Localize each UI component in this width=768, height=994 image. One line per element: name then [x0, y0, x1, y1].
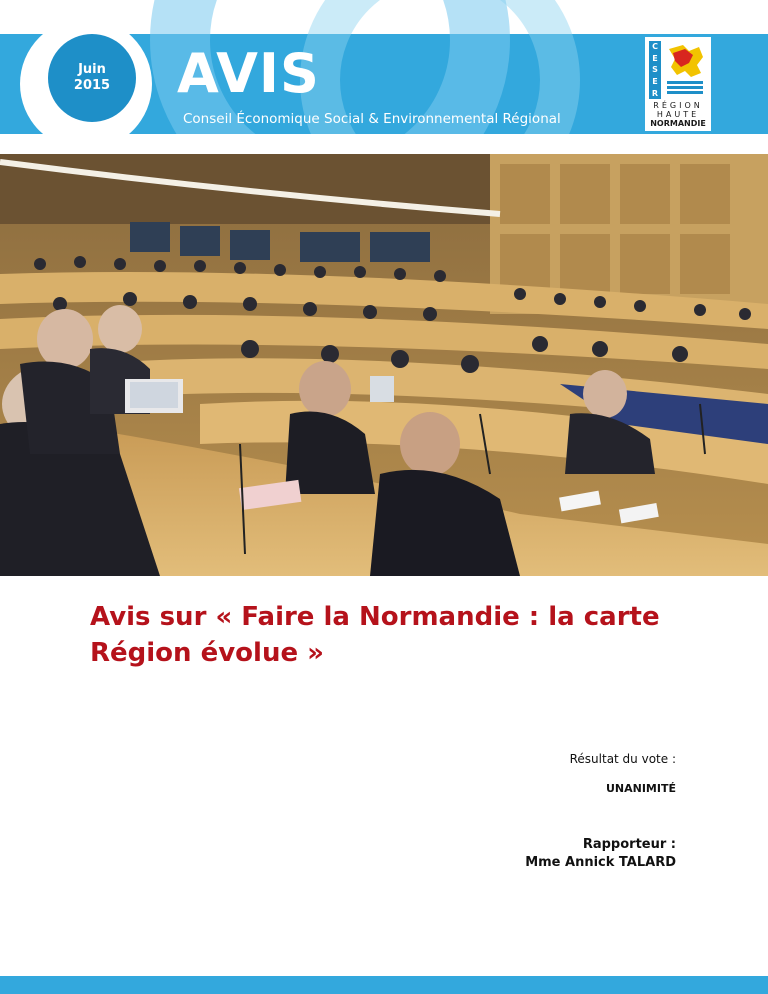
- logo-region-line1: RÉGION: [653, 101, 703, 110]
- ceser-letter: E: [652, 77, 658, 87]
- rapporteur-label: Rapporteur :: [582, 837, 676, 852]
- region-emblem-icon: [663, 41, 707, 99]
- rapporteur-name: Mme Annick TALARD: [525, 855, 676, 870]
- photo-illustration: [0, 154, 768, 576]
- header-subtitle: Conseil Économique Social & Environnemental Régional: [183, 111, 561, 127]
- logo-region-line3: NORMANDIE: [650, 119, 706, 128]
- ceser-letter: S: [652, 65, 658, 75]
- ceser-logo: [645, 37, 711, 131]
- vote-result-label: Résultat du vote :: [569, 752, 676, 766]
- ceser-letter: E: [652, 53, 658, 63]
- ceser-letter: C: [652, 42, 658, 52]
- ceser-letters: [649, 41, 661, 99]
- assembly-hall-photo: [0, 154, 768, 576]
- document-title: Avis sur « Faire la Normandie : la carte Région évolue »: [90, 602, 660, 668]
- header-title: AVIS: [177, 42, 320, 105]
- date-year: 2015: [73, 78, 111, 93]
- ceser-letter: R: [651, 88, 659, 98]
- logo-region-text: [645, 101, 711, 128]
- vote-result-value: UNANIMITÉ: [605, 782, 676, 795]
- date-badge: [48, 34, 136, 122]
- logo-region-line2: HAUTE: [656, 110, 700, 119]
- date-month: Juin: [78, 62, 106, 77]
- footer-bar: [0, 976, 768, 994]
